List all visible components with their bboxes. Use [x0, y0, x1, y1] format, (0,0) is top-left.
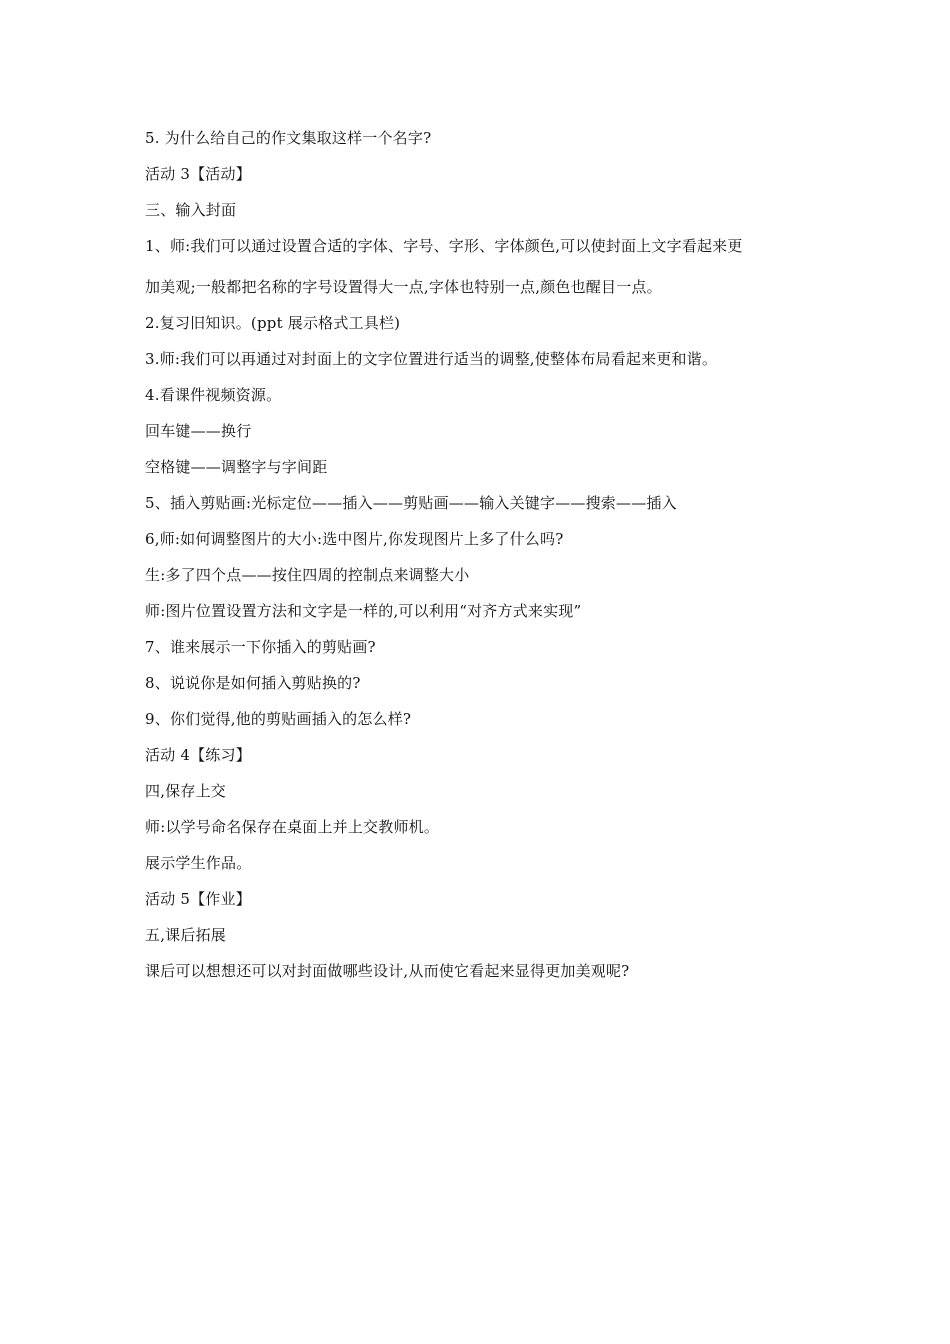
step-4-line: 4.看课件视频资源。 — [145, 386, 282, 404]
save-instruction-line: 师:以学号命名保存在桌面上并上交教师机。 — [145, 818, 440, 836]
teacher-note-line: 师:图片位置设置方法和文字是一样的,可以利用“对齐方式来实现” — [145, 602, 582, 620]
show-work-line: 展示学生作品。 — [145, 854, 252, 872]
activity-5-heading: 活动 5【作业】 — [145, 890, 251, 908]
question-5-line: 5. 为什么给自己的作文集取这样一个名字? — [145, 129, 432, 147]
step-2-line: 2.复习旧知识。(ppt 展示格式工具栏) — [145, 314, 401, 332]
step-1-line-b: 加美观;一般都把名称的字号设置得大一点,字体也特别一点,颜色也醒目一点。 — [145, 278, 662, 296]
step-9-line: 9、你们觉得,他的剪贴画插入的怎么样? — [145, 710, 412, 728]
section-4-heading: 四,保存上交 — [145, 782, 226, 800]
step-3-line: 3.师:我们可以再通过对封面上的文字位置进行适当的调整,使整体布局看起来更和谐。 — [145, 350, 718, 368]
activity-4-heading: 活动 4【练习】 — [145, 746, 251, 764]
student-answer-line: 生:多了四个点——按住四周的控制点来调整大小 — [145, 566, 470, 584]
step-8-line: 8、说说你是如何插入剪贴换的? — [145, 674, 361, 692]
step-1-line-a: 1、师:我们可以通过设置合适的字体、字号、字形、字体颜色,可以使封面上文字看起来更 — [145, 237, 743, 255]
step-5-line: 5、插入剪贴画:光标定位——插入——剪贴画——输入关键字——搜索——插入 — [145, 494, 677, 512]
homework-line: 课后可以想想还可以对封面做哪些设计,从而使它看起来显得更加美观呢? — [145, 962, 630, 980]
step-7-line: 7、谁来展示一下你插入的剪贴画? — [145, 638, 376, 656]
enter-key-line: 回车键——换行 — [145, 422, 252, 440]
space-key-line: 空格键——调整字与字间距 — [145, 458, 328, 476]
step-6-line: 6,师:如何调整图片的大小:选中图片,你发现图片上多了什么吗? — [145, 530, 564, 548]
section-5-heading: 五,课后拓展 — [145, 926, 226, 944]
section-3-heading: 三、输入封面 — [145, 201, 237, 219]
activity-3-heading: 活动 3【活动】 — [145, 165, 251, 183]
